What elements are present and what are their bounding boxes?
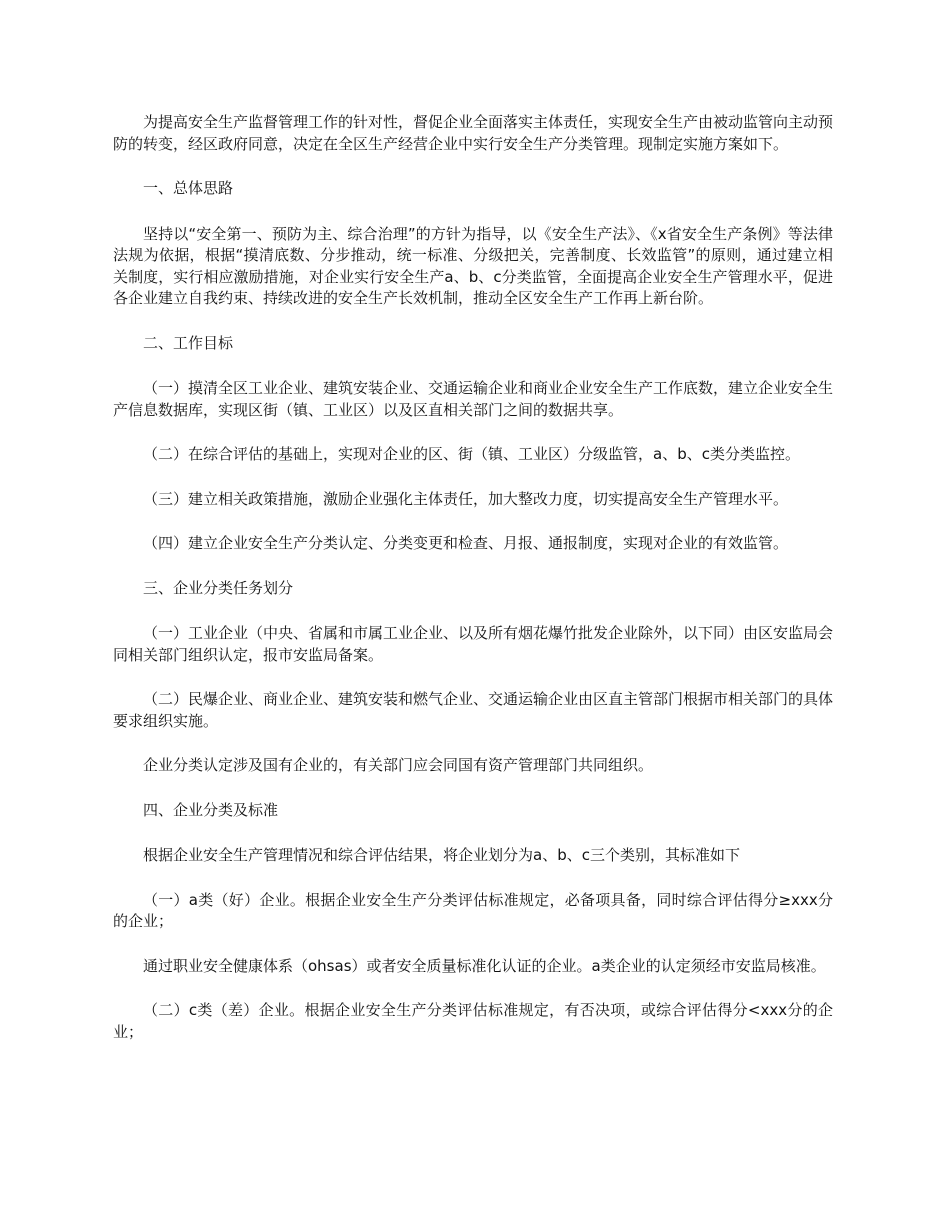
goal-item-1: （一）摸清全区工业企业、建筑安装企业、交通运输企业和商业企业安全生产工作底数，建立企业安全生产信息数据库，实现区街（镇、工业区）以及区直相关部门之间的数据共享。 bbox=[113, 379, 834, 419]
goal-item-2: （二）在综合评估的基础上，实现对企业的区、街（镇、工业区）分级监管，a、b、c类分类监控。 bbox=[143, 445, 800, 463]
class-a-criteria: （一）a类（好）企业。根据企业安全生产分类评估标准规定，必备项具备，同时综合评估得分≥xxx分的企业； bbox=[113, 890, 833, 930]
class-c-criteria: （二）c类（差）企业。根据企业安全生产分类评估标准规定，有否决项，或综合评估得分<xxx分的企业； bbox=[113, 1001, 833, 1041]
section-heading-1: 一、总体思路 bbox=[143, 179, 234, 197]
task-item-1: （一）工业企业（中央、省属和市属工业企业、以及所有烟花爆竹批发企业除外，以下同）由区安监局会同相关部门组织认定，报市安监局备案。 bbox=[113, 624, 834, 664]
section-1-paragraph: 坚持以“安全第一、预防为主、综合治理”的方针为指导，以《安全生产法》、《x省安全生产条例》等法律法规为依据，根据“摸清底数、分步推动，统一标准、分级把关，完善制度、长效监管”的原则，通过建立相关制度，实行相应激励措施，对企业实行安全生产a、b、c分类监管，全面提高企业安全生产管理水平，促进各企业建立自我约束、持续改进的安全生产长效机制，推动全区安全生产工作再上新台阶。 bbox=[113, 224, 833, 307]
classification-intro: 根据企业安全生产管理情况和综合评估结果，将企业划分为a、b、c三个类别，其标准如下 bbox=[143, 846, 740, 864]
class-a-certification: 通过职业安全健康体系（ohsas）或者安全质量标准化认证的企业。a类企业的认定须经市安监局核准。 bbox=[143, 956, 826, 975]
section-heading-3: 三、企业分类任务划分 bbox=[143, 578, 294, 597]
document-body bbox=[113, 112, 833, 1066]
section-heading-2: 二、工作目标 bbox=[143, 333, 234, 352]
task-item-2: （二）民爆企业、商业企业、建筑安装和燃气企业、交通运输企业由区直主管部门根据市相关部门的具体要求组织实施。 bbox=[113, 690, 834, 730]
goal-item-4: （四）建立企业安全生产分类认定、分类变更和检查、月报、通报制度，实现对企业的有效监管。 bbox=[143, 534, 789, 552]
goal-item-3: （三）建立相关政策措施，激励企业强化主体责任，加大整改力度，切实提高安全生产管理水平。 bbox=[143, 489, 789, 508]
intro-paragraph: 为提高安全生产监督管理工作的针对性，督促企业全面落实主体责任，实现安全生产由被动监管向主动预防的转变，经区政府同意，决定在全区生产经营企业中实行安全生产分类管理。现制定实施方案如下。 bbox=[113, 113, 834, 153]
task-note: 企业分类认定涉及国有企业的，有关部门应会同国有资产管理部门共同组织。 bbox=[143, 756, 654, 774]
section-heading-4: 四、企业分类及标准 bbox=[143, 800, 279, 819]
